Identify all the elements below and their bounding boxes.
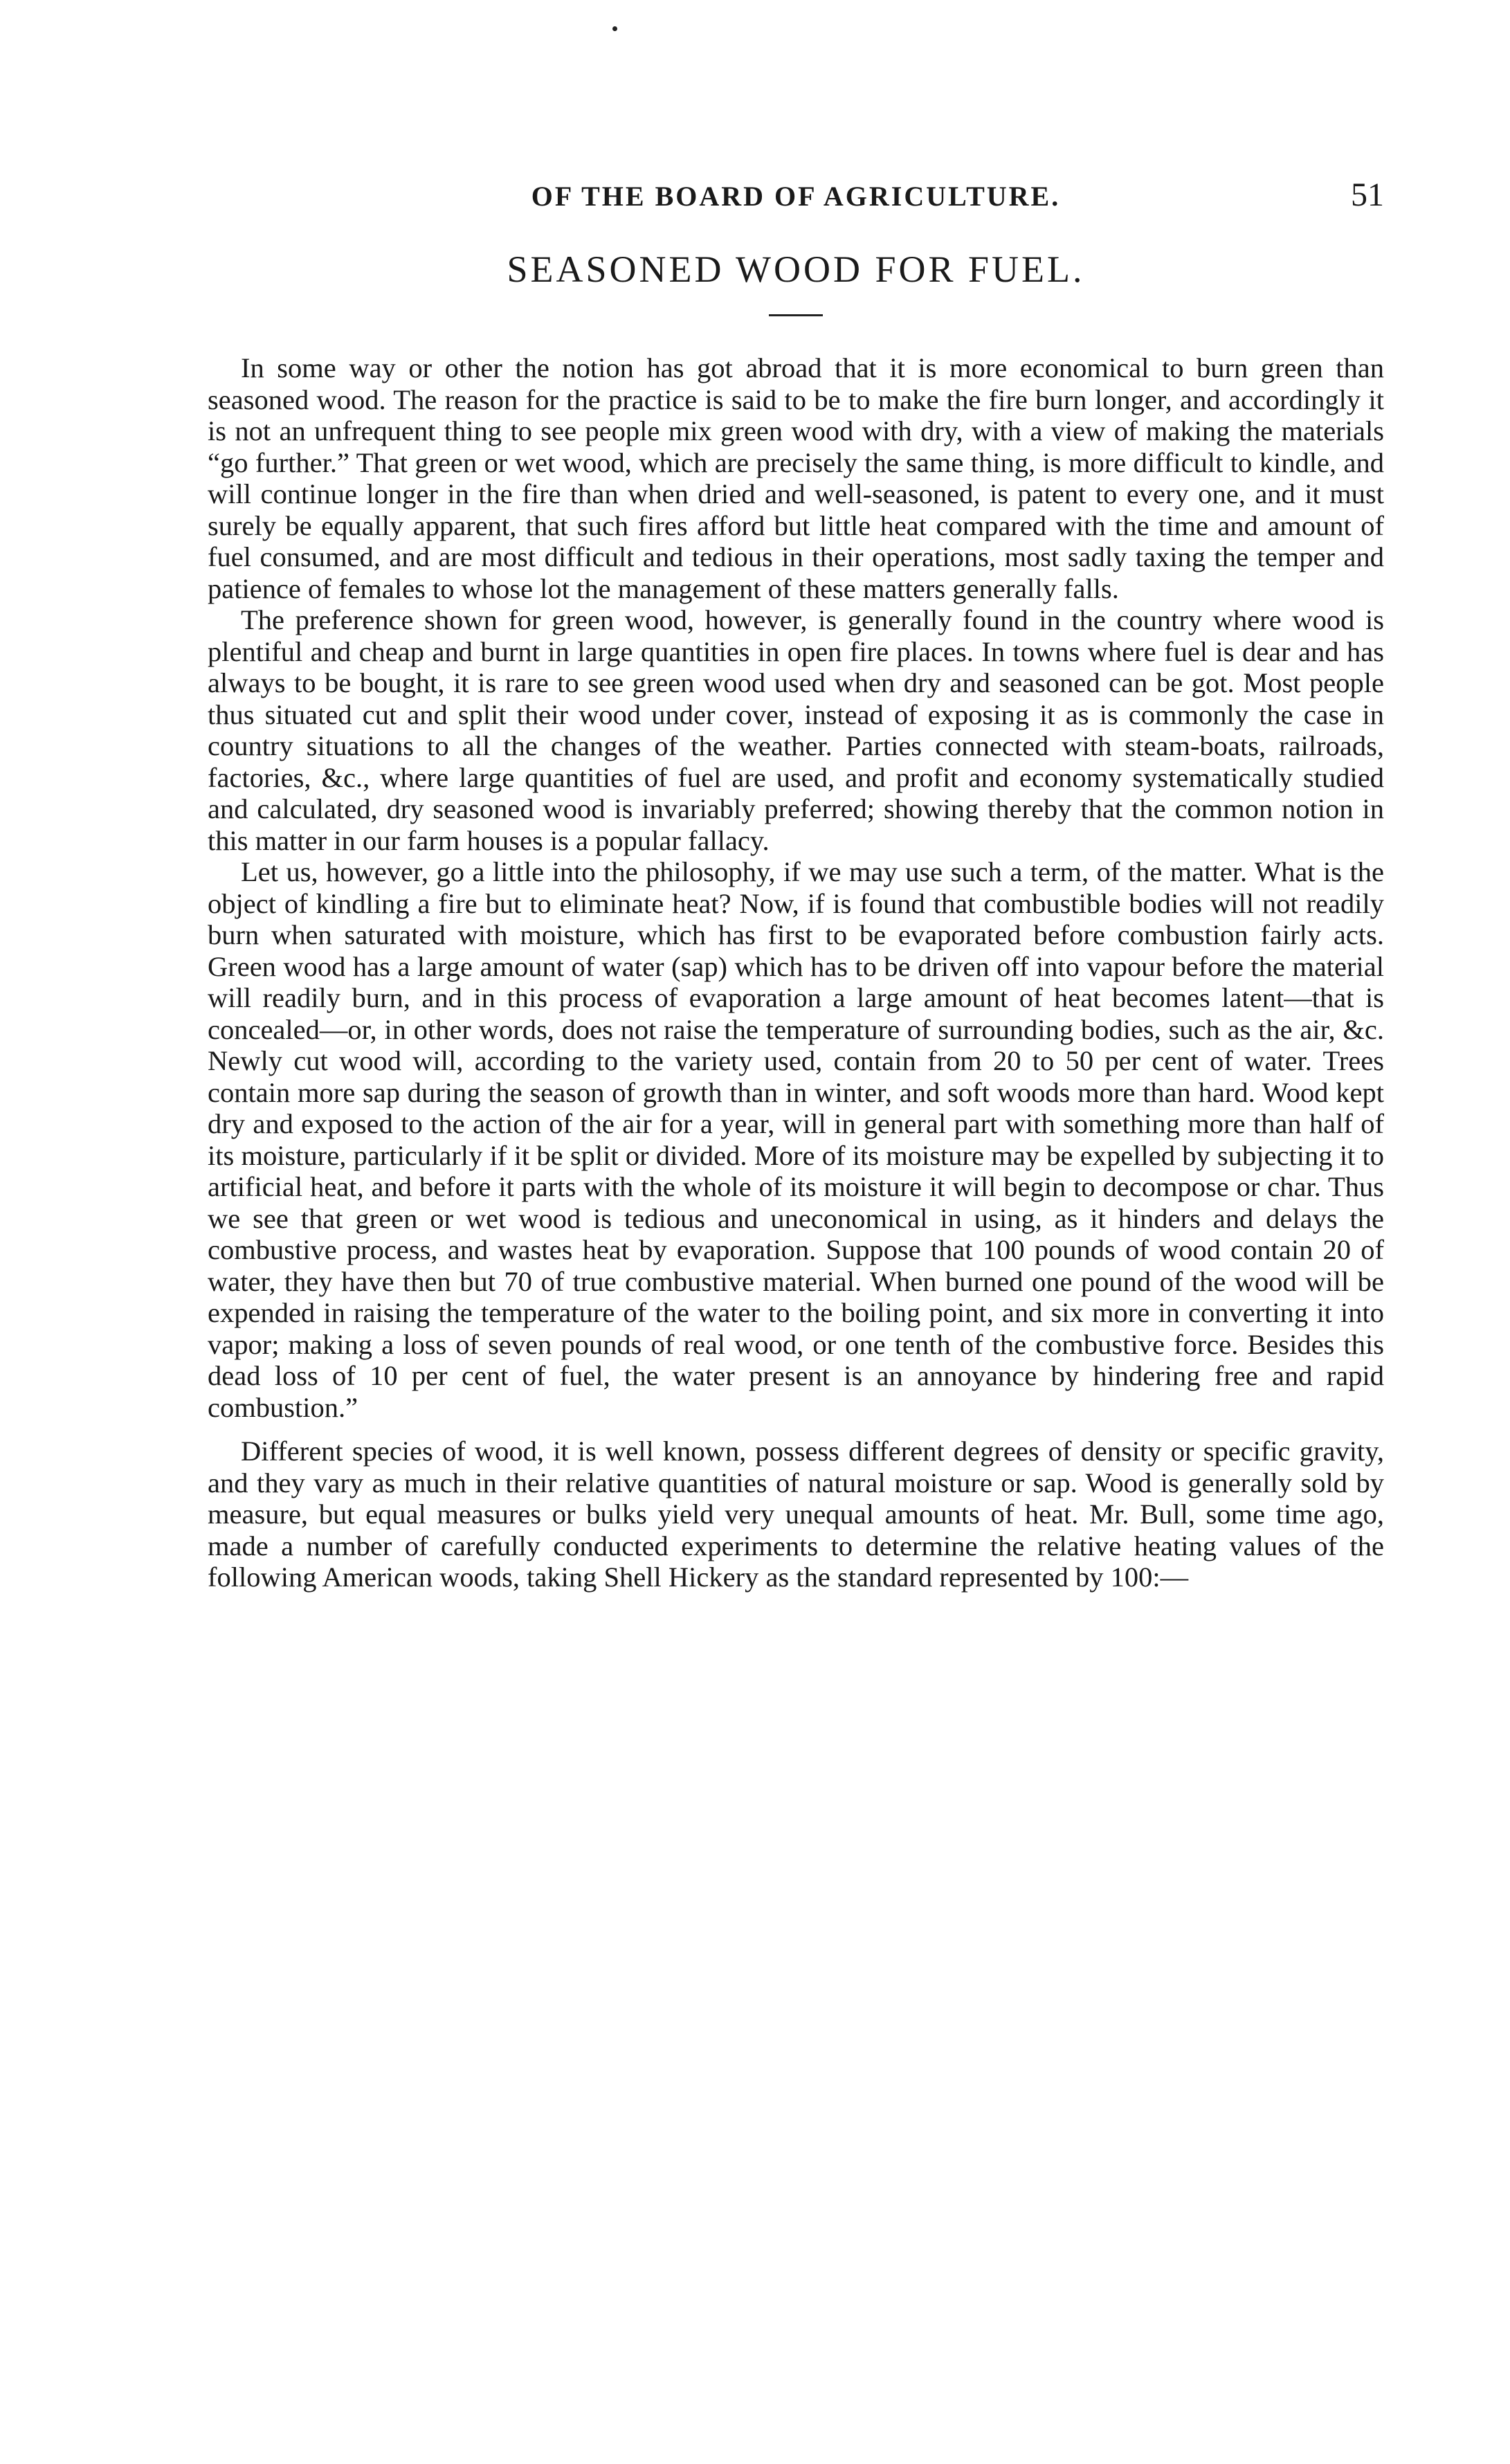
title-divider: [769, 314, 823, 316]
paragraph-2: The preference shown for green wood, however, is generally found in the country where wood is plentiful and cheap and burnt in large quantities in open fire places. In towns where fuel is dear and has always to be bought, it is rare to see green wood used when dry and seasoned can be got. Most people thus situated cut and split their wood under cover, instead of exposing it as is commonly the case in country situations to all the changes of the weather. Parties connected with steam-boats, railroads, factories, &c., where large quantities of fuel are used, and profit and economy systematically studied and calculated, dry seasoned wood is invariably preferred; showing thereby that the common notion in this matter in our farm houses is a popular fallacy.: [208, 604, 1384, 856]
running-title: OF THE BOARD OF AGRICULTURE.: [531, 181, 1061, 212]
document-page: [208, 132, 1384, 1593]
paragraph-4: Different species of wood, it is well known, possess different degrees of density or specific gravity, and they vary as much in their relative quantities of natural moisture or sap. Wood is generally sold by measure, but equal measures or bulks yield very unequal amounts of heat. Mr. Bull, some time ago, made a number of carefully conducted experiments to determine the relative heating values of the following American woods, taking Shell Hickery as the standard represented by 100:—: [208, 1435, 1384, 1593]
running-header: [208, 176, 1384, 235]
printer-mark: [612, 26, 617, 31]
article-title: SEASONED WOOD FOR FUEL.: [507, 248, 1085, 290]
paragraph-1: In some way or other the notion has got abroad that it is more economical to burn green than seasoned wood. The reason for the practice is said to be to make the fire burn longer, and accordingly it is not an unfrequent thing to see people mix green wood with dry, with a view of making the materials “go further.” That green or wet wood, which are precisely the same thing, is more difficult to kindle, and will continue longer in the fire than when dried and well-seasoned, is patent to every one, and it must surely be equally apparent, that such fires afford but little heat compared with the time and amount of fuel consumed, and are most difficult and tedious in their operations, most sadly taxing the temper and patience of females to whose lot the management of these matters generally falls.: [208, 352, 1384, 604]
paragraph-3: Let us, however, go a little into the philosophy, if we may use such a term, of the matter. What is the object of kindling a fire but to eliminate heat? Now, if is found that combustible bodies will not readily burn when saturated with moisture, which has first to be evaporated before combustion fairly acts. Green wood has a large amount of water (sap) which has to be driven off into vapour before the material will readily burn, and in this process of evaporation a large amount of heat becomes latent—that is concealed—or, in other words, does not raise the temperature of surrounding bodies, such as the air, &c. Newly cut wood will, according to the variety used, contain from 20 to 50 per cent of water. Trees contain more sap during the season of growth than in winter, and soft woods more than hard. Wood kept dry and exposed to the action of the air for a year, will in general part with something more than half of its moisture, particularly if it be split or divided. More of its moisture may be expelled by subjecting it to artificial heat, and before it parts with the whole of its moisture it will begin to decompose or char. Thus we see that green or wet wood is tedious and uneconomical in using, as it hinders and delays the combustive process, and wastes heat by evaporation. Suppose that 100 pounds of wood contain 20 of water, they have then but 70 of true combustive material. When burned one pound of the wood will be expended in raising the temperature of the water to the boiling point, and six more in converting it into vapor; making a loss of seven pounds of real wood, or one tenth of the combustive force. Besides this dead loss of 10 per cent of fuel, the water present is an annoyance by hindering free and rapid combustion.”: [208, 856, 1384, 1423]
page-number: 51: [1351, 176, 1384, 213]
